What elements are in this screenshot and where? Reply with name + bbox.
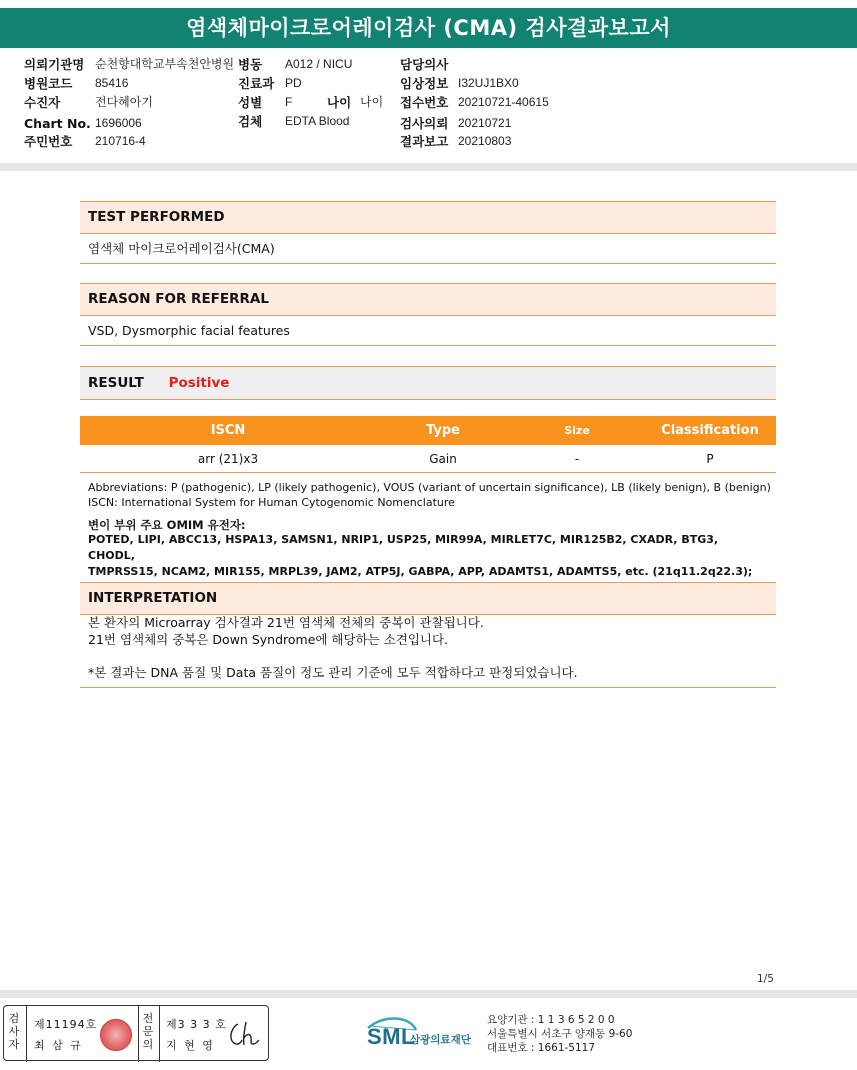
test-performed-heading: TEST PERFORMED: [80, 201, 776, 234]
examiner-name: 최 삼 규: [34, 1039, 83, 1052]
value-resident-no: 210716-4: [95, 134, 146, 148]
divider-2: [138, 1006, 139, 1062]
header-divider: [0, 163, 857, 171]
label-clinical-info: 임상정보: [400, 76, 449, 91]
result-value: Positive: [168, 375, 230, 391]
label-report-date: 결과보고: [400, 134, 449, 149]
table-header: [80, 416, 776, 445]
cell-size: -: [574, 452, 580, 466]
interpretation-line-3: *본 결과는 DNA 품질 및 Data 품질이 정도 관리 기준에 모두 적합하다고 판정되었습니다.: [88, 665, 578, 680]
interpretation-line-1: 본 환자의 Microarray 검사결과 21번 염색체 전체의 중복이 관찰됩니다.: [88, 615, 484, 630]
value-receipt-no: 20210721-40615: [458, 95, 549, 109]
genes-line-1: POTED, LIPI, ABCC13, HSPA13, SAMSN1, NRIP1, USP25, MIR99A, MIRLET7C, MIR125B2, CXADR, BTG3, CHODL,: [88, 533, 719, 562]
header-iscn: ISCN: [210, 423, 246, 438]
footer-divider: [0, 990, 857, 998]
result-heading: [80, 366, 776, 400]
cell-classification: P: [706, 452, 714, 466]
cell-iscn: arr (21)x3: [197, 452, 259, 466]
header-size: Size: [564, 424, 590, 437]
abbreviations-line: Abbreviations: P (pathogenic), LP (likely pathogenic), VOUS (variant of uncertain significance), LB (likely benign), B (benign): [88, 481, 771, 494]
value-hospital-code: 85416: [95, 76, 129, 90]
cell-type: Gain: [429, 452, 457, 466]
abbreviation-notes: [88, 480, 778, 510]
referral-heading: REASON FOR REFERRAL: [80, 283, 776, 316]
specialist-label: [142, 1012, 156, 1051]
value-institution: 순천향대학교부속천안병원: [95, 57, 235, 71]
header-classification: Classification: [661, 423, 759, 438]
label-hospital-code: 병원코드: [24, 76, 73, 91]
divider-3: [159, 1006, 160, 1062]
value-sex: F: [285, 95, 293, 109]
examiner-license-no: 제11194호: [34, 1018, 98, 1031]
table-row: [80, 445, 776, 473]
specialist-label-text: 전문의: [142, 1012, 154, 1051]
interpretation-heading: INTERPRETATION: [80, 582, 776, 615]
value-report-date: 20210803: [458, 134, 512, 148]
label-doctor: 담당의사: [400, 57, 449, 72]
label-chart-no: Chart No.: [24, 116, 91, 131]
value-specimen: EDTA Blood: [285, 114, 350, 128]
divider-1: [26, 1006, 27, 1062]
handwritten-signature: [226, 1018, 266, 1050]
report-title: 염색체마이크로어레이검사 (CMA) 검사결과보고서: [0, 8, 857, 48]
interpretation-line-2: 21번 염색체의 중복은 Down Syndrome에 해당하는 소견입니다.: [88, 631, 449, 647]
genes-title: 변이 부위 주요 OMIM 유전자:: [88, 518, 246, 532]
org-name: 삼광의료재단: [410, 1034, 471, 1046]
label-request-date: 검사의뢰: [400, 116, 449, 131]
specialist-license-no: 제3 3 3 호: [166, 1018, 227, 1031]
seal-stamp: [100, 1019, 132, 1051]
label-institution: 의뢰기관명: [24, 57, 85, 72]
genes-list: [88, 532, 768, 580]
referral-body: VSD, Dysmorphic facial features: [80, 316, 776, 346]
iscn-line: ISCN: International System for Human Cytogenomic Nomenclature: [88, 496, 455, 509]
label-sex: 성별: [238, 95, 263, 110]
label-resident-no: 주민번호: [24, 134, 73, 149]
org-line-2: 서울특별시 서초구 양재동 9-60: [487, 1028, 633, 1040]
label-patient: 수진자: [24, 95, 61, 110]
label-receipt-no: 접수번호: [400, 95, 449, 110]
value-ward: A012 / NICU: [285, 57, 353, 71]
label-specimen: 검체: [238, 114, 263, 129]
value-age: 나이: [360, 95, 384, 109]
examiner-label: [8, 1012, 22, 1051]
label-department: 진료과: [238, 76, 275, 91]
header-type: Type: [426, 423, 460, 438]
result-label: RESULT: [88, 375, 144, 391]
genes-line-2: TMPRSS15, NCAM2, MIR155, MRPL39, JAM2, ATP5J, GABPA, APP, ADAMTS1, ADAMTS5, etc. (21q11.2q22.3);: [88, 565, 753, 578]
examiner-label-text: 검사자: [8, 1012, 20, 1051]
specialist-name: 지 현 영: [166, 1039, 215, 1052]
value-request-date: 20210721: [458, 116, 512, 130]
value-clinical-info: I32UJ1BX0: [458, 76, 519, 90]
test-performed-body: 염색체 마이크로어레이검사(CMA): [80, 234, 776, 264]
value-patient: 전다혜아기: [95, 95, 153, 109]
signature-box: [3, 1005, 269, 1061]
value-chart-no: 1696006: [95, 116, 142, 130]
value-department: PD: [285, 76, 302, 90]
label-ward: 병동: [238, 57, 263, 72]
org-info: [487, 1013, 632, 1055]
interpretation-body: [80, 615, 776, 688]
org-line-1: 요양기관 : 1 1 3 6 5 2 0 0: [487, 1014, 615, 1026]
page-number: 1/5: [757, 973, 774, 985]
sml-logo-text: SML: [367, 1024, 415, 1049]
label-age: 나이: [327, 95, 352, 110]
sml-logo: [364, 1012, 484, 1058]
result-table: [80, 416, 776, 473]
org-line-3: 대표번호 : 1661-5117: [487, 1042, 596, 1054]
